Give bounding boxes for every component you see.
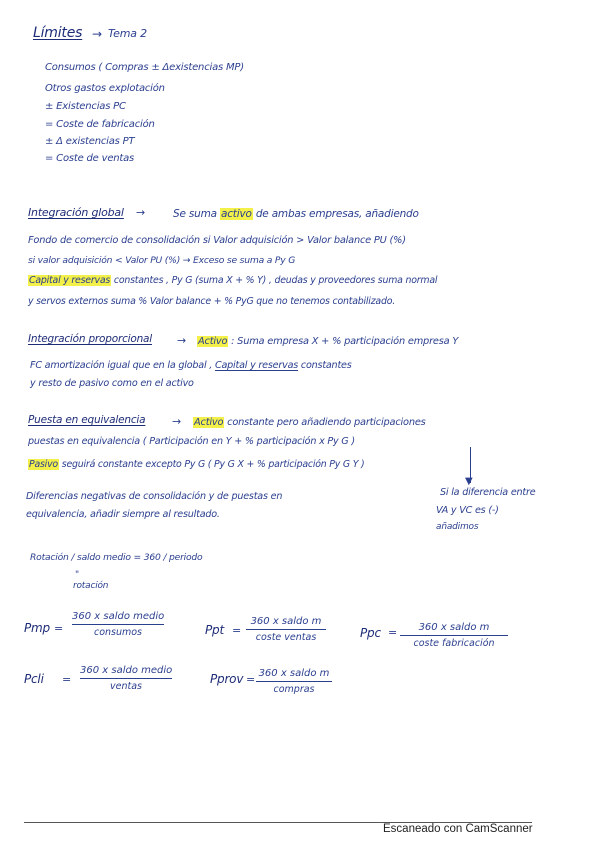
topic-label: Tema 2	[108, 27, 147, 40]
formula-equals: =	[246, 673, 256, 686]
formula-equals: =	[388, 626, 398, 639]
fraction-numerator: 360 x saldo m	[256, 668, 332, 682]
text-segment: de ambas empresas, añadiendo	[252, 208, 419, 220]
fraction-numerator: 360 x saldo m	[246, 616, 326, 630]
side-note: Si la diferencia entre	[440, 487, 536, 498]
formula-label-ppt: Ppt	[205, 623, 224, 637]
formula-equals: =	[54, 622, 64, 635]
fraction-numerator: 360 x saldo m	[400, 622, 508, 636]
heading-arrow: →	[136, 206, 146, 219]
text-line	[30, 360, 352, 371]
underlined-term: Capital y reservas	[214, 360, 299, 371]
cost-line: = Coste de fabricación	[45, 119, 155, 130]
fraction-denominator: compras	[273, 684, 315, 695]
side-note: VA y VC es (-)	[436, 505, 499, 516]
text-line: si valor adquisición < Valor PU (%) → Exceso se suma a Py G	[28, 255, 296, 266]
text-segment: FC amortización igual que en la global ,	[30, 360, 215, 371]
fraction-ppc	[400, 622, 508, 649]
highlighted-term: Activo	[198, 336, 228, 347]
ditto-mark: "	[75, 570, 79, 580]
side-note: añadimos	[436, 522, 479, 532]
rotation-formula: Rotación / saldo medio = 360 / periodo	[30, 552, 203, 563]
arrow-head: ▼	[465, 476, 473, 487]
text-line	[28, 459, 365, 470]
formula-label-ppc: Ppc	[360, 626, 381, 640]
text-segment: constante pero añadiendo participaciones	[224, 417, 426, 428]
section-heading-integracion-global: Integración global	[28, 206, 124, 219]
section-heading-puesta-equivalencia: Puesta en equivalencia	[28, 414, 146, 426]
rotation-sub: rotación	[73, 581, 109, 591]
text-line: puestas en equivalencia ( Participación en Y + % participación x Py G )	[28, 436, 355, 447]
title-arrow: →	[92, 27, 102, 41]
fraction-numerator: 360 x saldo medio	[80, 665, 172, 679]
cost-line: Consumos ( Compras ± Δexistencias MP)	[45, 62, 244, 73]
fraction-ppt	[246, 616, 326, 643]
section-heading-integracion-proporcional: Integración proporcional	[28, 333, 152, 345]
formula-label-pprov: Pprov	[210, 672, 244, 686]
highlighted-term: Pasivo	[29, 459, 58, 470]
highlighted-term: Activo	[194, 417, 224, 428]
text-line	[173, 208, 419, 220]
text-segment: seguirá constante excepto Py G ( Py G X + % participación Py G Y )	[58, 459, 365, 470]
text-segment: constantes , Py G (suma X + % Y) , deudas y proveedores suma normal	[111, 275, 438, 286]
formula-equals: =	[232, 624, 242, 637]
fraction-numerator: 360 x saldo medio	[72, 611, 164, 625]
text-line: Diferencias negativas de consolidación y de puestas en	[26, 491, 283, 502]
text-line	[193, 417, 426, 428]
text-line	[197, 336, 458, 347]
cost-line: ± Δ existencias PT	[45, 136, 135, 147]
text-line: y servos externos suma % Valor balance + % PyG que no tenemos contabilizado.	[28, 296, 396, 307]
fraction-denominator: coste ventas	[255, 632, 317, 643]
highlighted-term: Capital y reservas	[29, 275, 111, 286]
fraction-pmp	[72, 611, 164, 638]
text-segment: Se suma	[173, 208, 220, 220]
formula-equals: =	[62, 673, 72, 686]
text-line	[28, 275, 437, 286]
fraction-pprov	[256, 668, 332, 695]
cost-line: = Coste de ventas	[45, 153, 135, 164]
fraction-pcli	[80, 665, 172, 692]
fraction-denominator: coste fabricación	[413, 638, 495, 649]
highlighted-term: activo	[221, 208, 252, 220]
cost-line: Otros gastos explotación	[45, 83, 165, 94]
text-line: equivalencia, añadir siempre al resultado.	[26, 509, 220, 520]
text-segment: : Suma empresa X + % participación empresa Y	[228, 336, 459, 347]
cost-line: ± Existencias PC	[45, 101, 126, 112]
page-title: Límites	[33, 25, 83, 41]
heading-arrow: →	[177, 334, 187, 347]
text-segment: constantes	[298, 360, 352, 371]
fraction-denominator: ventas	[110, 681, 142, 692]
formula-label-pcli: Pcli	[24, 672, 44, 686]
text-line: Fondo de comercio de consolidación si Valor adquisición > Valor balance PU (%)	[28, 235, 406, 246]
text-line: y resto de pasivo como en el activo	[30, 378, 194, 389]
scanner-watermark: Escaneado con CamScanner	[383, 823, 533, 835]
fraction-denominator: consumos	[93, 627, 143, 638]
formula-label-pmp: Pmp	[24, 621, 50, 635]
heading-arrow: →	[172, 415, 182, 428]
